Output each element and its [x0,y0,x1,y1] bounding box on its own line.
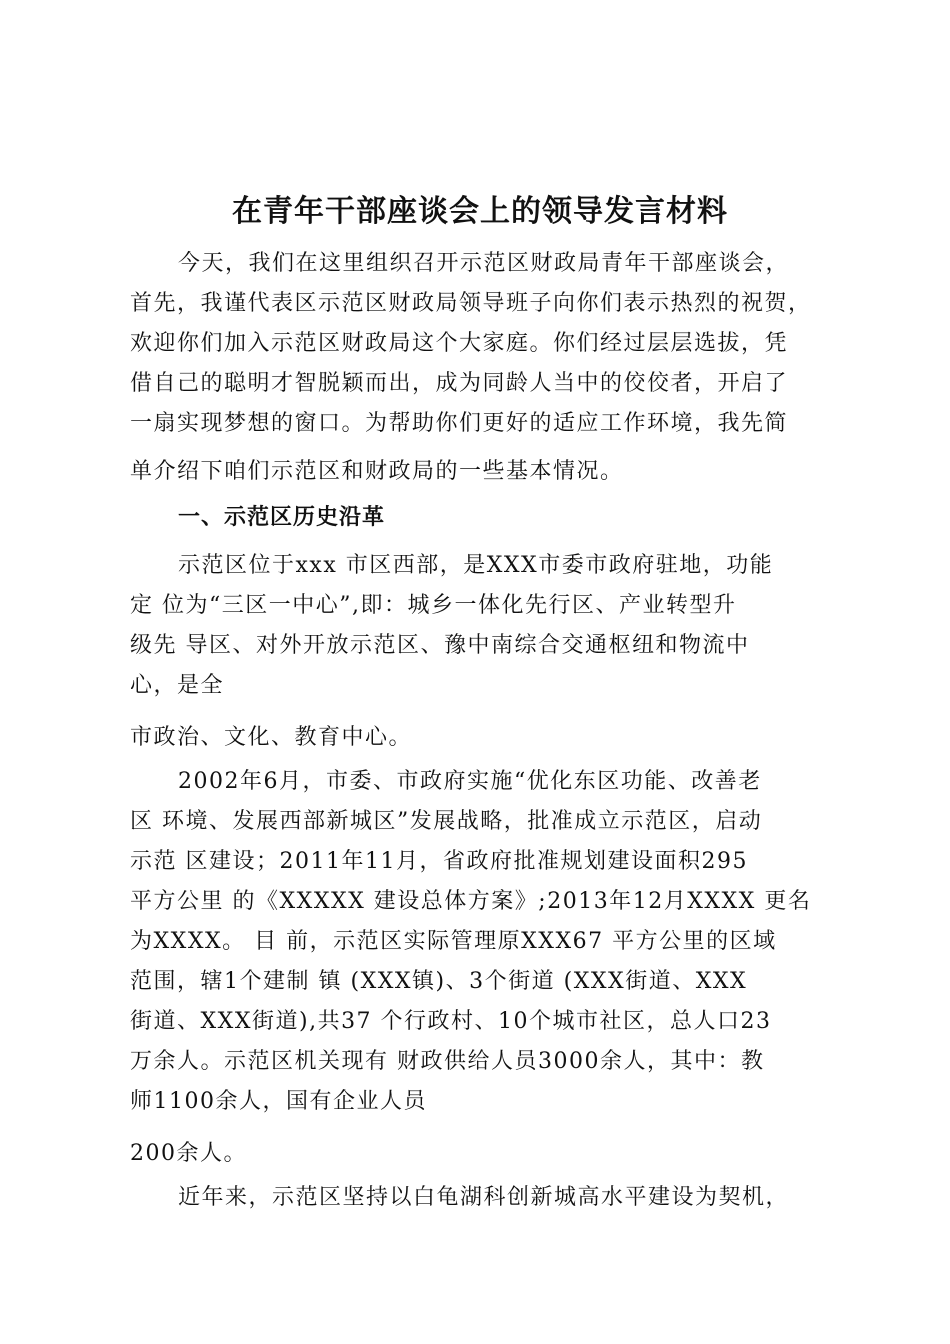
paragraph-line: 一扇实现梦想的窗口。为帮助你们更好的适应工作环境，我先简 [130,411,789,436]
paragraph-line: 示范区位于xxx 市区西部，是XXX市委市政府驻地，功能 [178,553,774,578]
paragraph-line: 示范 区建设；2011年11月，省政府批准规划建设面积295 [130,849,748,874]
paragraph-history [130,762,830,1122]
paragraph-line: 首先，我谨代表区示范区财政局领导班子向你们表示热烈的祝贺， [130,291,812,316]
section-heading: 一、示范区历史沿革 [178,505,386,530]
paragraph-line: 为XXXX。 目 前，示范区实际管理原XXX67 平方公里的区域 [130,929,777,954]
document-title: 在青年干部座谈会上的领导发言材料 [232,194,728,229]
paragraph-line: 借自己的聪明才智脱颖而出，成为同龄人当中的佼佼者，开启了 [130,371,789,396]
paragraph-line: 今天，我们在这里组织召开示范区财政局青年干部座谈会， [178,251,790,276]
paragraph-location [130,546,830,706]
paragraph-recent [130,1178,830,1218]
paragraph-intro-tail [130,452,830,492]
paragraph-line: 2002年6月，市委、市政府实施“优化东区功能、改善老 [178,769,762,794]
paragraph-line: 定 位为“三区一中心”,即：城乡一体化先行区、产业转型升 [130,593,737,618]
paragraph-line: 万余人。示范区机关现有 财政供给人员3000余人，其中：教 [130,1049,765,1074]
paragraph-line: 200余人。 [130,1141,247,1166]
paragraph-line: 欢迎你们加入示范区财政局这个大家庭。你们经过层层选拔，凭 [130,331,789,356]
paragraph-line: 近年来，示范区坚持以白龟湖科创新城高水平建设为契机， [178,1185,790,1210]
paragraph-location-tail [130,718,830,758]
paragraph-line: 单介绍下咱们示范区和财政局的一些基本情况。 [130,459,624,484]
paragraph-line: 街道、XXX街道),共37 个行政村、10个城市社区，总人口23 [130,1009,772,1034]
paragraph-intro [130,244,830,444]
paragraph-line: 平方公里 的《XXXXX 建设总体方案》;2013年12月XXXX 更名 [130,889,812,914]
paragraph-line: 区 环境、发展西部新城区”发展战略，批准成立示范区，启动 [130,809,763,834]
paragraph-history-tail [130,1134,830,1174]
paragraph-line: 级先 导区、对外开放示范区、豫中南综合交通枢纽和物流中 [130,633,750,658]
paragraph-line: 师1100余人，国有企业人员 [130,1089,427,1114]
paragraph-line: 市政治、文化、教育中心。 [130,725,413,750]
paragraph-line: 范围，辖1个建制 镇 (XXX镇)、3个街道 (XXX街道、XXX [130,969,748,994]
paragraph-line: 心，是全 [130,673,225,698]
